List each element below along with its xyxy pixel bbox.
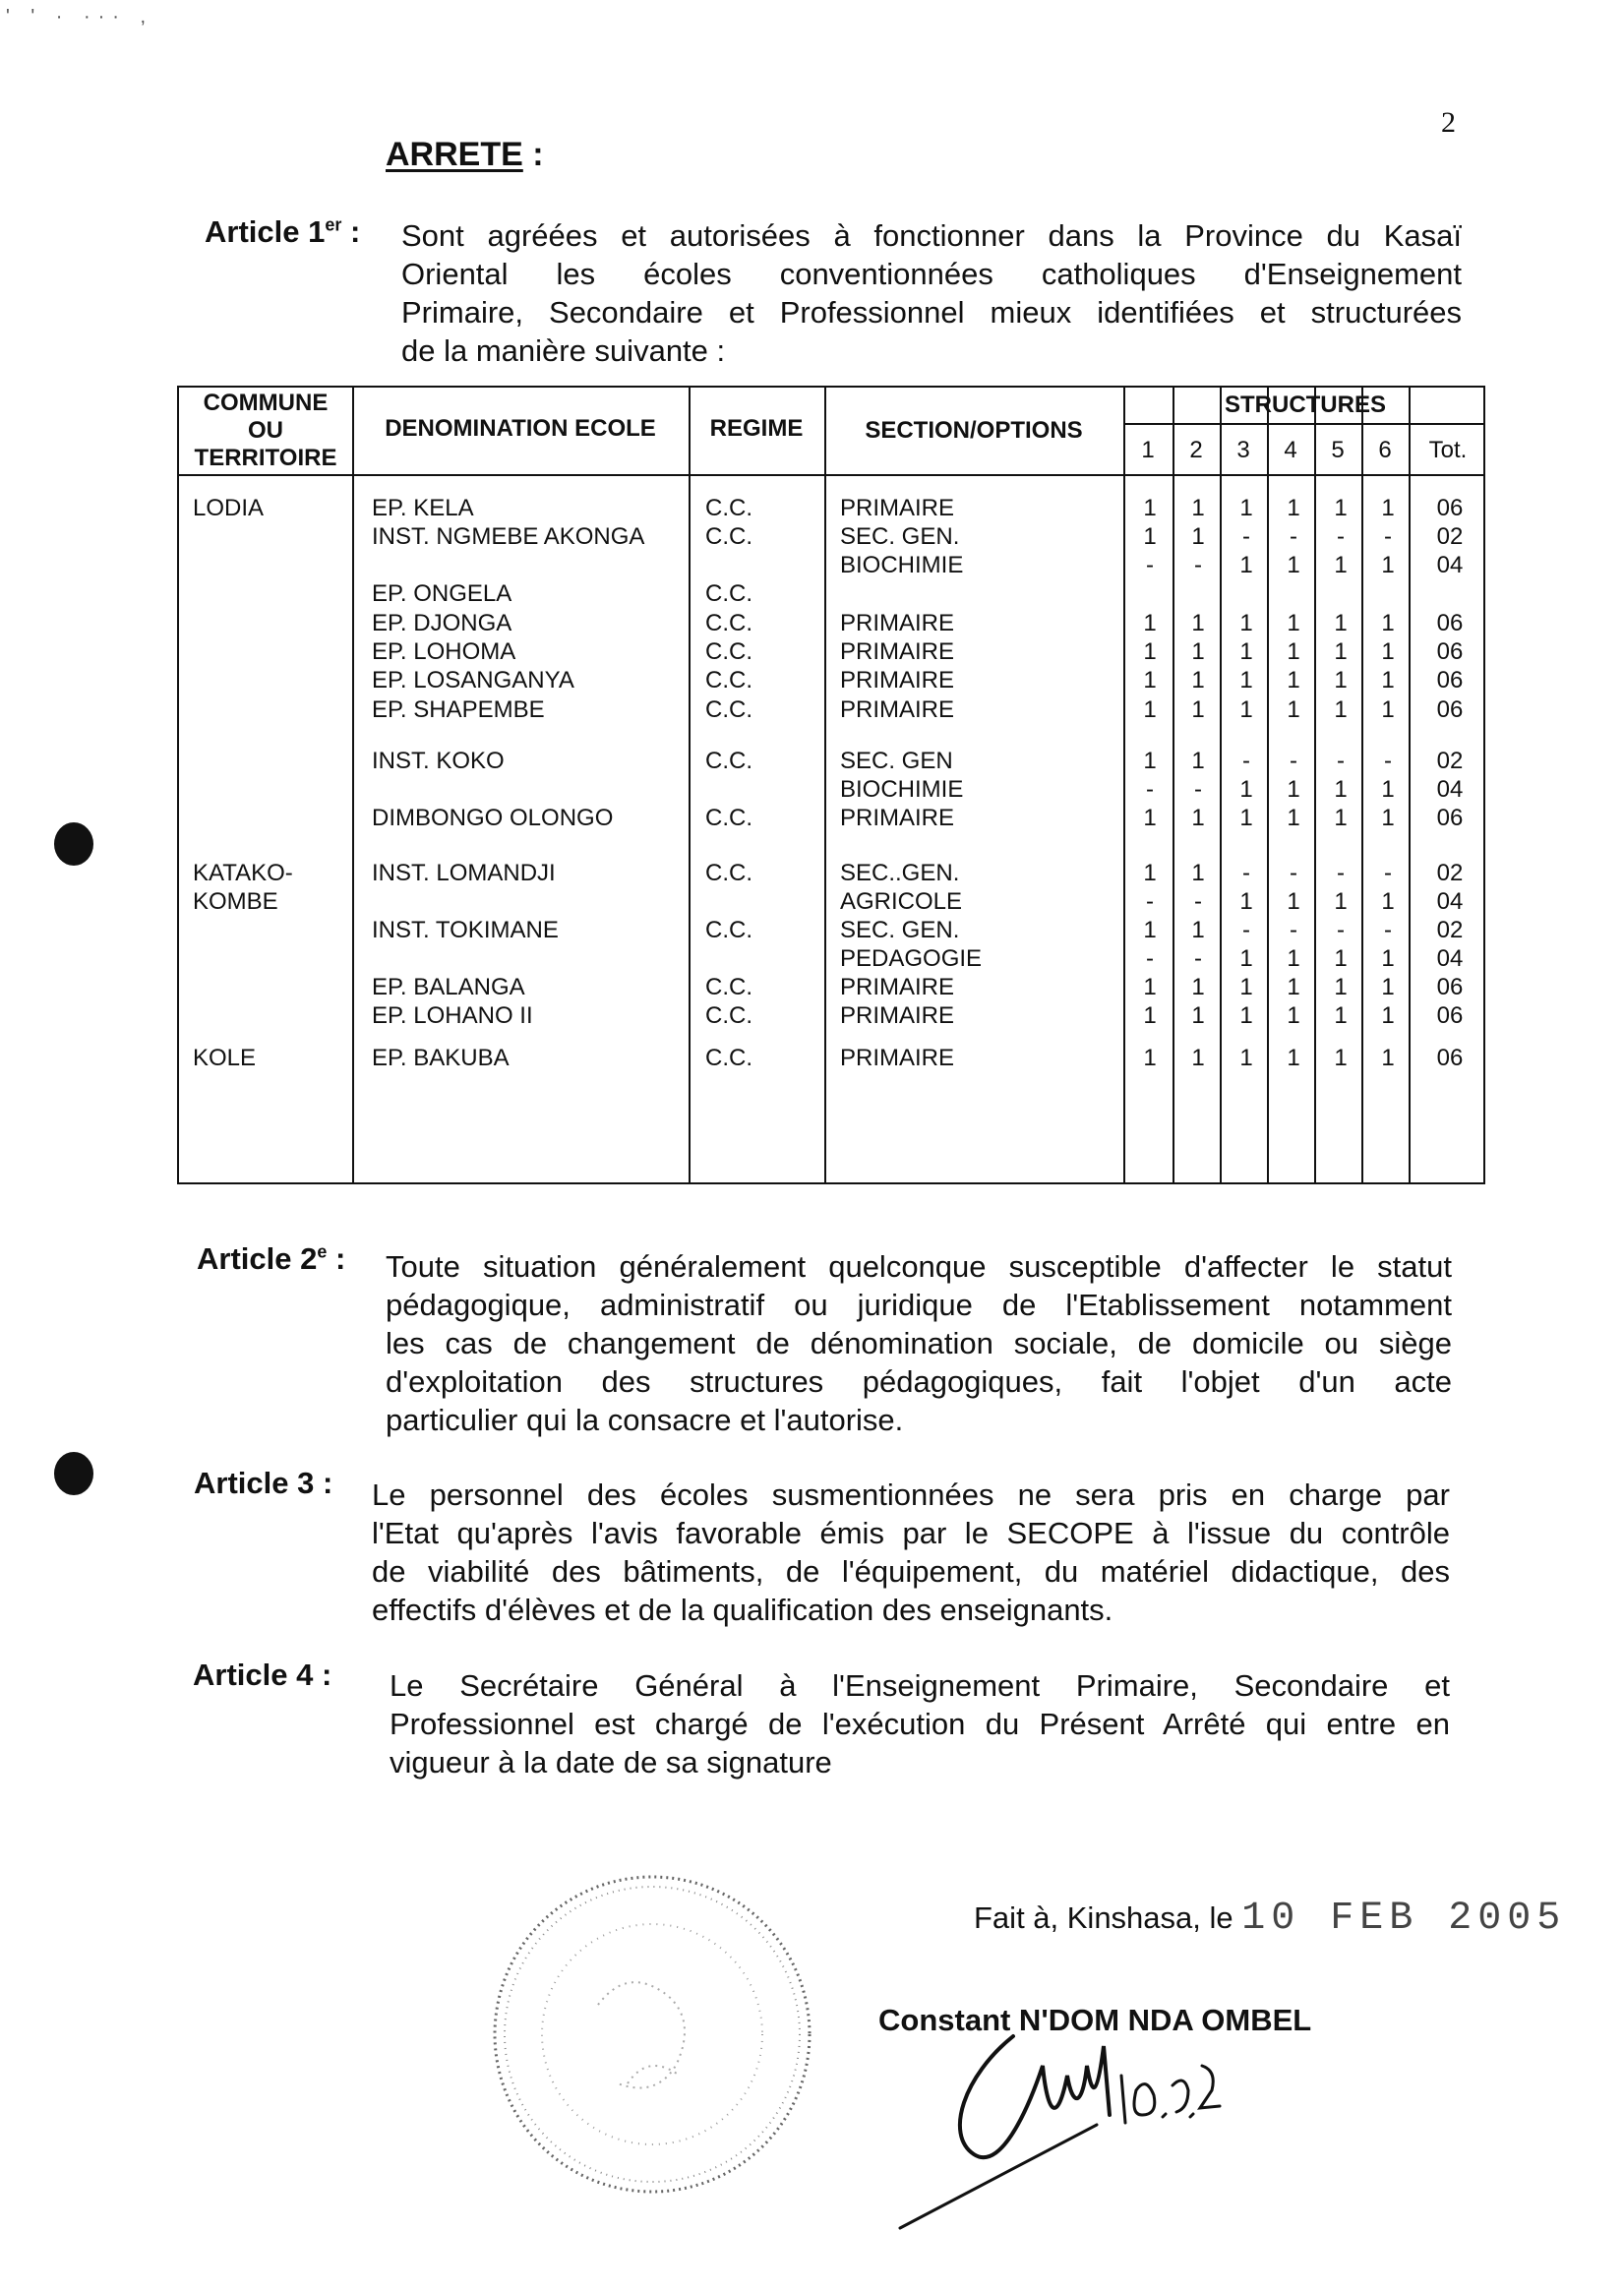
cell-structure-1: - xyxy=(1146,888,1154,915)
cell-structure-5: - xyxy=(1337,523,1345,550)
cell-ecole: EP. BALANGA xyxy=(372,974,525,1000)
cell-structure-6: 1 xyxy=(1381,610,1395,636)
cell-total: 06 xyxy=(1436,667,1464,694)
cell-section: SEC. GEN. xyxy=(840,917,960,943)
cell-total: 04 xyxy=(1436,552,1464,578)
cell-regime: C.C. xyxy=(705,580,752,607)
cell-regime: C.C. xyxy=(705,610,752,636)
cell-structure-1: - xyxy=(1146,776,1154,803)
cell-structure-2: 1 xyxy=(1191,917,1205,943)
header-structure-col: Tot. xyxy=(1428,437,1468,463)
article-1-label-colon: : xyxy=(341,214,361,249)
cell-structure-3: 1 xyxy=(1239,696,1253,723)
place-date-line xyxy=(974,1897,1566,1941)
cell-structure-6: 1 xyxy=(1381,805,1395,831)
cell-ecole: EP. DJONGA xyxy=(372,610,512,636)
handwritten-signature-icon xyxy=(885,2007,1298,2233)
cell-structure-6: - xyxy=(1384,748,1392,774)
header-commune-line: OU xyxy=(248,417,283,444)
table-header-divider xyxy=(179,474,1483,476)
article-1-line: de la manière suivante : xyxy=(401,333,726,368)
cell-structure-2: 1 xyxy=(1191,495,1205,521)
article-1-line: Oriental les écoles conventionnées catholiques d'Enseignement xyxy=(401,257,1462,291)
cell-structure-6: 1 xyxy=(1381,945,1395,972)
cell-structure-1: 1 xyxy=(1143,638,1157,665)
table-row xyxy=(179,696,1483,725)
cell-total: 06 xyxy=(1436,610,1464,636)
cell-structure-5: 1 xyxy=(1334,1002,1348,1029)
cell-section: BIOCHIMIE xyxy=(840,552,964,578)
cell-structure-1: - xyxy=(1146,945,1154,972)
cell-section: PRIMAIRE xyxy=(840,667,955,694)
cell-structure-6: - xyxy=(1384,523,1392,550)
cell-ecole: EP. BAKUBA xyxy=(372,1045,510,1071)
table-row xyxy=(179,580,1483,609)
cell-structure-3: 1 xyxy=(1239,945,1253,972)
title-colon: : xyxy=(522,136,544,173)
article-1-text xyxy=(401,216,1462,370)
cell-structure-6: 1 xyxy=(1381,776,1395,803)
table-row xyxy=(179,776,1483,805)
article-4-line: vigueur à la date de sa signature xyxy=(390,1745,832,1779)
cell-structure-1: 1 xyxy=(1143,974,1157,1000)
cell-structure-1: 1 xyxy=(1143,523,1157,550)
table-row xyxy=(179,1045,1483,1073)
cell-structure-5: - xyxy=(1337,748,1345,774)
article-4-text xyxy=(390,1666,1450,1781)
cell-structure-6: - xyxy=(1384,917,1392,943)
article-1-label-text: Article 1 xyxy=(205,214,326,249)
cell-structure-4: 1 xyxy=(1287,776,1300,803)
cell-structure-4: - xyxy=(1290,860,1297,886)
article-4-line: Professionnel est chargé de l'exécution du Présent Arrêté qui entre en xyxy=(390,1707,1450,1741)
cell-section: PEDAGOGIE xyxy=(840,945,983,972)
header-structures: STRUCTURES xyxy=(1224,392,1386,418)
document-title xyxy=(386,136,544,174)
cell-structure-3: 1 xyxy=(1239,552,1253,578)
cell-structure-3: 1 xyxy=(1239,1002,1253,1029)
table-row xyxy=(179,945,1483,974)
cell-regime: C.C. xyxy=(705,917,752,943)
cell-ecole: EP. LOHOMA xyxy=(372,638,516,665)
cell-section: SEC..GEN. xyxy=(840,860,960,886)
cell-structure-2: 1 xyxy=(1191,974,1205,1000)
cell-structure-4: - xyxy=(1290,748,1297,774)
cell-structure-1: 1 xyxy=(1143,860,1157,886)
place-text: Fait à, Kinshasa, le xyxy=(974,1900,1233,1935)
cell-regime: C.C. xyxy=(705,748,752,774)
punch-hole xyxy=(54,822,93,866)
cell-structure-6: 1 xyxy=(1381,552,1395,578)
cell-structure-6: 1 xyxy=(1381,495,1395,521)
cell-structure-1: 1 xyxy=(1143,495,1157,521)
table-row xyxy=(179,495,1483,523)
header-regime: REGIME xyxy=(709,415,804,442)
cell-total: 06 xyxy=(1436,805,1464,831)
header-structure-col: 6 xyxy=(1378,437,1392,463)
cell-ecole: EP. SHAPEMBE xyxy=(372,696,545,723)
cell-section: PRIMAIRE xyxy=(840,696,955,723)
cell-regime: C.C. xyxy=(705,860,752,886)
cell-structure-4: - xyxy=(1290,523,1297,550)
cell-structure-2: 1 xyxy=(1191,860,1205,886)
cell-total: 02 xyxy=(1436,748,1464,774)
table-row xyxy=(179,1002,1483,1031)
cell-structure-6: - xyxy=(1384,860,1392,886)
cell-ecole: INST. NGMEBE AKONGA xyxy=(372,523,645,550)
table-row xyxy=(179,552,1483,580)
article-3-text xyxy=(372,1476,1450,1629)
cell-structure-4: 1 xyxy=(1287,1045,1300,1071)
cell-structure-6: 1 xyxy=(1381,638,1395,665)
cell-structure-4: 1 xyxy=(1287,1002,1300,1029)
cell-section: BIOCHIMIE xyxy=(840,776,964,803)
cell-structure-4: 1 xyxy=(1287,638,1300,665)
cell-structure-3: 1 xyxy=(1239,776,1253,803)
cell-ecole: EP. LOHANO II xyxy=(372,1002,533,1029)
article-1-line: Sont agréées et autorisées à fonctionner dans la Province du Kasaï xyxy=(401,218,1462,253)
cell-structure-3: - xyxy=(1242,917,1250,943)
article-3-label xyxy=(194,1466,332,1501)
cell-structure-3: 1 xyxy=(1239,495,1253,521)
article-1-line: Primaire, Secondaire et Professionnel mieux identifiées et structurées xyxy=(401,295,1462,330)
cell-commune: KOLE xyxy=(193,1045,257,1071)
cell-structure-3: 1 xyxy=(1239,805,1253,831)
cell-structure-1: 1 xyxy=(1143,748,1157,774)
cell-commune: KOMBE xyxy=(193,888,278,915)
article-3-label-colon: : xyxy=(314,1466,333,1500)
cell-structure-4: 1 xyxy=(1287,667,1300,694)
cell-commune: LODIA xyxy=(193,495,265,521)
article-4-label-colon: : xyxy=(313,1658,332,1692)
cell-total: 02 xyxy=(1436,523,1464,550)
cell-section: PRIMAIRE xyxy=(840,1045,955,1071)
cell-structure-4: - xyxy=(1290,917,1297,943)
scan-specks: ' ' · ··· , xyxy=(6,6,154,28)
cell-total: 06 xyxy=(1436,974,1464,1000)
cell-regime: C.C. xyxy=(705,667,752,694)
cell-ecole: EP. KELA xyxy=(372,495,474,521)
table-row xyxy=(179,748,1483,776)
cell-structure-2: - xyxy=(1194,552,1202,578)
article-2-label xyxy=(197,1241,345,1277)
cell-ecole: INST. TOKIMANE xyxy=(372,917,559,943)
cell-structure-5: 1 xyxy=(1334,610,1348,636)
cell-structure-3: - xyxy=(1242,860,1250,886)
punch-hole xyxy=(54,1452,93,1495)
cell-structure-1: 1 xyxy=(1143,1002,1157,1029)
cell-structure-2: 1 xyxy=(1191,667,1205,694)
cell-total: 06 xyxy=(1436,638,1464,665)
cell-structure-2: 1 xyxy=(1191,638,1205,665)
cell-structure-3: - xyxy=(1242,523,1250,550)
article-2-label-text: Article 2 xyxy=(197,1241,318,1276)
title-text: ARRETE xyxy=(386,136,523,173)
cell-structure-1: 1 xyxy=(1143,917,1157,943)
article-3-line: Le personnel des écoles susmentionnées ne sera pris en charge par xyxy=(372,1478,1450,1512)
table-row xyxy=(179,888,1483,917)
cell-ecole: INST. LOMANDJI xyxy=(372,860,556,886)
table-row xyxy=(179,610,1483,638)
cell-structure-2: 1 xyxy=(1191,610,1205,636)
cell-structure-1: 1 xyxy=(1143,667,1157,694)
cell-structure-3: 1 xyxy=(1239,888,1253,915)
header-structure-col: 5 xyxy=(1331,437,1345,463)
cell-section: SEC. GEN xyxy=(840,748,953,774)
table-row xyxy=(179,523,1483,552)
cell-structure-3: 1 xyxy=(1239,974,1253,1000)
article-2-text xyxy=(386,1247,1452,1439)
cell-regime: C.C. xyxy=(705,638,752,665)
article-4-label xyxy=(193,1658,331,1693)
article-3-label-text: Article 3 xyxy=(194,1466,315,1500)
cell-structure-2: 1 xyxy=(1191,805,1205,831)
cell-structure-5: 1 xyxy=(1334,805,1348,831)
cell-regime: C.C. xyxy=(705,805,752,831)
cell-structure-1: - xyxy=(1146,552,1154,578)
header-structure-col: 1 xyxy=(1141,437,1155,463)
cell-structure-6: 1 xyxy=(1381,888,1395,915)
cell-section: PRIMAIRE xyxy=(840,974,955,1000)
cell-structure-5: 1 xyxy=(1334,945,1348,972)
official-seal-icon xyxy=(480,1857,824,2211)
header-commune xyxy=(179,390,352,472)
header-structure-col: 4 xyxy=(1284,437,1297,463)
cell-total: 04 xyxy=(1436,776,1464,803)
table-row xyxy=(179,860,1483,888)
header-structure-col: 2 xyxy=(1189,437,1203,463)
page-number: 2 xyxy=(1441,106,1456,139)
cell-structure-3: 1 xyxy=(1239,610,1253,636)
cell-structure-2: - xyxy=(1194,776,1202,803)
article-2-label-colon: : xyxy=(327,1241,346,1276)
article-2-line: pédagogique, administratif ou juridique de l'Etablissement notamment xyxy=(386,1288,1452,1322)
cell-structure-4: 1 xyxy=(1287,495,1300,521)
cell-structure-1: 1 xyxy=(1143,1045,1157,1071)
cell-section: PRIMAIRE xyxy=(840,495,955,521)
cell-structure-2: 1 xyxy=(1191,1045,1205,1071)
header-ecole: DENOMINATION ECOLE xyxy=(385,415,656,442)
cell-total: 02 xyxy=(1436,860,1464,886)
cell-structure-5: 1 xyxy=(1334,552,1348,578)
cell-structure-4: 1 xyxy=(1287,945,1300,972)
cell-structure-6: 1 xyxy=(1381,1002,1395,1029)
cell-section: PRIMAIRE xyxy=(840,805,955,831)
article-2-line: les cas de changement de dénomination sociale, de domicile ou siège xyxy=(386,1326,1452,1360)
cell-section: PRIMAIRE xyxy=(840,610,955,636)
cell-regime: C.C. xyxy=(705,1045,752,1071)
cell-section: AGRICOLE xyxy=(840,888,963,915)
article-4-line: Le Secrétaire Général à l'Enseignement Primaire, Secondaire et xyxy=(390,1668,1450,1703)
cell-total: 04 xyxy=(1436,945,1464,972)
cell-section: PRIMAIRE xyxy=(840,638,955,665)
cell-structure-2: - xyxy=(1194,945,1202,972)
cell-structure-5: 1 xyxy=(1334,776,1348,803)
cell-total: 06 xyxy=(1436,495,1464,521)
cell-structure-3: 1 xyxy=(1239,1045,1253,1071)
article-2-label-sup: e xyxy=(317,1241,328,1262)
table-structures-divider xyxy=(1123,423,1483,425)
header-commune-line: COMMUNE xyxy=(203,390,329,416)
cell-structure-2: - xyxy=(1194,888,1202,915)
cell-structure-2: 1 xyxy=(1191,523,1205,550)
cell-ecole: INST. KOKO xyxy=(372,748,505,774)
cell-structure-1: 1 xyxy=(1143,696,1157,723)
article-3-line: l'Etat qu'après l'avis favorable émis par le SECOPE à l'issue du contrôle xyxy=(372,1516,1450,1550)
cell-commune: KATAKO- xyxy=(193,860,293,886)
cell-structure-5: 1 xyxy=(1334,495,1348,521)
cell-total: 02 xyxy=(1436,917,1464,943)
table-row xyxy=(179,667,1483,695)
table-row xyxy=(179,638,1483,667)
cell-structure-5: 1 xyxy=(1334,1045,1348,1071)
cell-total: 04 xyxy=(1436,888,1464,915)
article-1-label-sup: er xyxy=(325,214,342,235)
cell-structure-2: 1 xyxy=(1191,1002,1205,1029)
cell-regime: C.C. xyxy=(705,696,752,723)
cell-structure-2: 1 xyxy=(1191,748,1205,774)
article-1-label xyxy=(205,214,360,250)
table-row xyxy=(179,805,1483,833)
cell-structure-5: 1 xyxy=(1334,974,1348,1000)
cell-structure-4: 1 xyxy=(1287,552,1300,578)
cell-structure-4: 1 xyxy=(1287,610,1300,636)
article-4-label-text: Article 4 xyxy=(193,1658,314,1692)
cell-structure-4: 1 xyxy=(1287,696,1300,723)
article-2-line: Toute situation généralement quelconque susceptible d'affecter le statut xyxy=(386,1249,1452,1284)
cell-structure-3: - xyxy=(1242,748,1250,774)
cell-structure-5: 1 xyxy=(1334,696,1348,723)
cell-section: PRIMAIRE xyxy=(840,1002,955,1029)
cell-total: 06 xyxy=(1436,1002,1464,1029)
header-commune-line: TERRITOIRE xyxy=(194,445,337,471)
article-2-line: particulier qui la consacre et l'autorise. xyxy=(386,1403,904,1437)
header-structure-col: 3 xyxy=(1236,437,1250,463)
signatory-name: Constant N'DOM NDA OMBEL xyxy=(878,2003,1312,2037)
cell-total: 06 xyxy=(1436,1045,1464,1071)
date-stamp: 10 FEB 2005 xyxy=(1241,1897,1567,1941)
cell-structure-4: 1 xyxy=(1287,888,1300,915)
cell-structure-1: 1 xyxy=(1143,610,1157,636)
cell-regime: C.C. xyxy=(705,523,752,550)
table-row xyxy=(179,974,1483,1002)
cell-structure-4: 1 xyxy=(1287,974,1300,1000)
cell-ecole: EP. ONGELA xyxy=(372,580,512,607)
cell-structure-5: - xyxy=(1337,860,1345,886)
cell-regime: C.C. xyxy=(705,974,752,1000)
cell-structure-5: 1 xyxy=(1334,667,1348,694)
article-3-line: de viabilité des bâtiments, de l'équipement, du matériel didactique, des xyxy=(372,1554,1450,1589)
cell-structure-6: 1 xyxy=(1381,974,1395,1000)
cell-ecole: DIMBONGO OLONGO xyxy=(372,805,614,831)
cell-structure-5: - xyxy=(1337,917,1345,943)
cell-structure-1: 1 xyxy=(1143,805,1157,831)
cell-structure-5: 1 xyxy=(1334,638,1348,665)
cell-ecole: EP. LOSANGANYA xyxy=(372,667,574,694)
cell-structure-3: 1 xyxy=(1239,638,1253,665)
cell-structure-3: 1 xyxy=(1239,667,1253,694)
header-section: SECTION/OPTIONS xyxy=(865,417,1083,444)
cell-structure-6: 1 xyxy=(1381,1045,1395,1071)
cell-structure-5: 1 xyxy=(1334,888,1348,915)
cell-regime: C.C. xyxy=(705,1002,752,1029)
article-2-line: d'exploitation des structures pédagogiques, fait l'objet d'un acte xyxy=(386,1364,1452,1399)
cell-regime: C.C. xyxy=(705,495,752,521)
cell-total: 06 xyxy=(1436,696,1464,723)
table-row xyxy=(179,917,1483,945)
cell-structure-4: 1 xyxy=(1287,805,1300,831)
cell-structure-2: 1 xyxy=(1191,696,1205,723)
schools-table xyxy=(177,386,1485,1184)
cell-structure-6: 1 xyxy=(1381,696,1395,723)
cell-structure-6: 1 xyxy=(1381,667,1395,694)
cell-section: SEC. GEN. xyxy=(840,523,960,550)
article-3-line: effectifs d'élèves et de la qualification des enseignants. xyxy=(372,1593,1113,1627)
